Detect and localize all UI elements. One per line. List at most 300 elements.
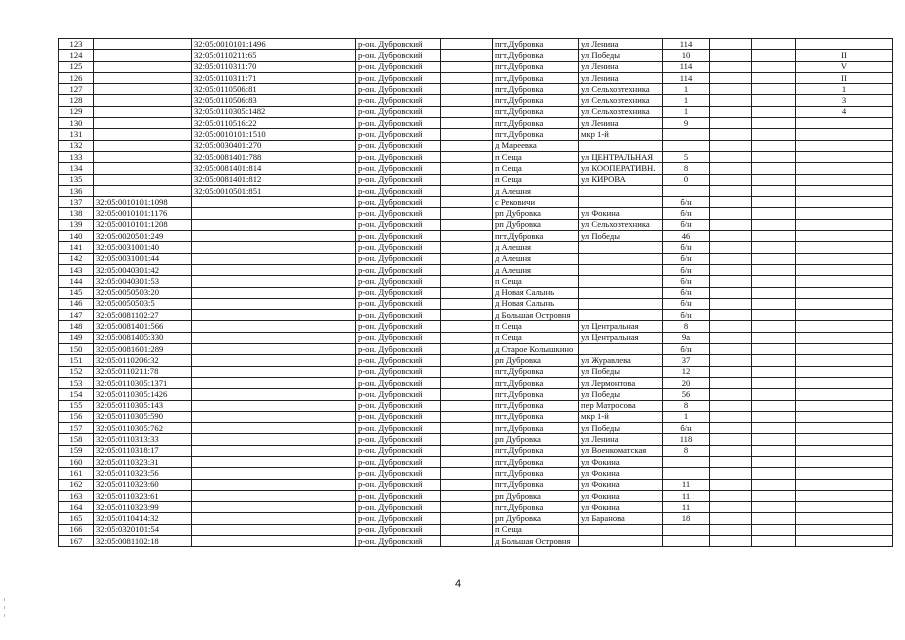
settlement-cell: пгт.Дубровка bbox=[493, 411, 579, 422]
empty-col-cell bbox=[441, 377, 493, 388]
district-cell: р-он. Дубровский bbox=[356, 197, 441, 208]
settlement-cell: д Мареевка bbox=[493, 140, 579, 151]
district-cell: р-он. Дубровский bbox=[356, 264, 441, 275]
cadastral-number-a-cell bbox=[94, 95, 192, 106]
row-number-cell: 135 bbox=[59, 174, 94, 185]
district-cell: р-он. Дубровский bbox=[356, 72, 441, 83]
cadastral-number-a-cell: 32:05:0010101:1098 bbox=[94, 197, 192, 208]
settlement-cell: рп Дубровка bbox=[493, 208, 579, 219]
cadastral-number-a-cell: 32:05:0081401:566 bbox=[94, 321, 192, 332]
street-cell: ул Победы bbox=[579, 231, 663, 242]
house-number-cell: 5 bbox=[663, 151, 710, 162]
settlement-cell: д Старое Колышкино bbox=[493, 344, 579, 355]
cadastral-number-b-cell bbox=[192, 468, 356, 479]
house-number-cell: 11 bbox=[663, 490, 710, 501]
unit-number-cell bbox=[796, 151, 893, 162]
district-cell: р-он. Дубровский bbox=[356, 434, 441, 445]
cadastral-number-a-cell: 32:05:0031001:40 bbox=[94, 242, 192, 253]
unit-number-cell: V bbox=[796, 61, 893, 72]
cadastral-number-b-cell: 32:05:0010501:851 bbox=[192, 185, 356, 196]
district-cell: р-он. Дубровский bbox=[356, 502, 441, 513]
table-row bbox=[59, 174, 893, 185]
empty-col-cell bbox=[441, 39, 493, 50]
unit-number-cell bbox=[796, 468, 893, 479]
district-cell: р-он. Дубровский bbox=[356, 456, 441, 467]
settlement-cell: пгт.Дубровка bbox=[493, 366, 579, 377]
house-number-cell: 9 bbox=[663, 118, 710, 129]
district-cell: р-он. Дубровский bbox=[356, 208, 441, 219]
empty-col-cell bbox=[441, 321, 493, 332]
settlement-cell: пгт.Дубровка bbox=[493, 389, 579, 400]
empty-col-cell bbox=[441, 411, 493, 422]
row-number-cell: 145 bbox=[59, 287, 94, 298]
cadastral-number-a-cell bbox=[94, 61, 192, 72]
cadastral-number-a-cell bbox=[94, 72, 192, 83]
row-number-cell: 132 bbox=[59, 140, 94, 151]
table-row bbox=[59, 536, 893, 547]
house-number-cell: 56 bbox=[663, 389, 710, 400]
empty-col-cell bbox=[752, 456, 796, 467]
empty-col-cell bbox=[441, 456, 493, 467]
settlement-cell: рп Дубровка bbox=[493, 355, 579, 366]
empty-col-cell bbox=[710, 219, 752, 230]
district-cell: р-он. Дубровский bbox=[356, 118, 441, 129]
table-row bbox=[59, 355, 893, 366]
house-number-cell: 118 bbox=[663, 434, 710, 445]
unit-number-cell bbox=[796, 242, 893, 253]
unit-number-cell: II bbox=[796, 72, 893, 83]
street-cell: ул Фокина bbox=[579, 479, 663, 490]
house-number-cell: б/н bbox=[663, 287, 710, 298]
cadastral-number-a-cell: 32:05:0110323:60 bbox=[94, 479, 192, 490]
cadastral-number-a-cell: 32:05:0110313:33 bbox=[94, 434, 192, 445]
settlement-cell: д Новая Салынь bbox=[493, 298, 579, 309]
unit-number-cell bbox=[796, 456, 893, 467]
district-cell: р-он. Дубровский bbox=[356, 377, 441, 388]
row-number-cell: 144 bbox=[59, 276, 94, 287]
empty-col-cell bbox=[752, 536, 796, 547]
empty-col-cell bbox=[441, 536, 493, 547]
street-cell: ул Сельхозтехника bbox=[579, 106, 663, 117]
unit-number-cell bbox=[796, 174, 893, 185]
cadastral-number-b-cell bbox=[192, 264, 356, 275]
row-number-cell: 151 bbox=[59, 355, 94, 366]
empty-col-cell bbox=[710, 197, 752, 208]
settlement-cell: д Новая Салынь bbox=[493, 287, 579, 298]
street-cell bbox=[579, 253, 663, 264]
cadastral-number-b-cell bbox=[192, 355, 356, 366]
district-cell: р-он. Дубровский bbox=[356, 400, 441, 411]
cadastral-number-a-cell: 32:05:0081405:330 bbox=[94, 332, 192, 343]
empty-col-cell bbox=[710, 72, 752, 83]
street-cell: ул ЦЕНТРАЛЬНАЯ bbox=[579, 151, 663, 162]
empty-col-cell bbox=[710, 298, 752, 309]
street-cell: ул Фокина bbox=[579, 490, 663, 501]
settlement-cell: пгт.Дубровка bbox=[493, 445, 579, 456]
row-number-cell: 155 bbox=[59, 400, 94, 411]
empty-col-cell bbox=[710, 321, 752, 332]
settlement-cell: пгт.Дубровка bbox=[493, 479, 579, 490]
table-row bbox=[59, 39, 893, 50]
street-cell: ул Победы bbox=[579, 366, 663, 377]
cadastral-number-b-cell bbox=[192, 197, 356, 208]
row-number-cell: 167 bbox=[59, 536, 94, 547]
unit-number-cell: 3 bbox=[796, 95, 893, 106]
district-cell: р-он. Дубровский bbox=[356, 524, 441, 535]
table-row bbox=[59, 513, 893, 524]
empty-col-cell bbox=[752, 197, 796, 208]
cadastral-number-a-cell bbox=[94, 151, 192, 162]
cadastral-number-b-cell: 32:05:0030401:270 bbox=[192, 140, 356, 151]
cadastral-number-a-cell bbox=[94, 185, 192, 196]
empty-col-cell bbox=[752, 276, 796, 287]
house-number-cell bbox=[663, 456, 710, 467]
house-number-cell: 46 bbox=[663, 231, 710, 242]
house-number-cell: 0 bbox=[663, 174, 710, 185]
empty-col-cell bbox=[441, 502, 493, 513]
house-number-cell: 1 bbox=[663, 106, 710, 117]
empty-col-cell bbox=[710, 434, 752, 445]
empty-col-cell bbox=[752, 490, 796, 501]
empty-col-cell bbox=[441, 72, 493, 83]
cadastral-number-a-cell: 32:05:0110318:17 bbox=[94, 445, 192, 456]
empty-col-cell bbox=[441, 185, 493, 196]
empty-col-cell bbox=[710, 61, 752, 72]
house-number-cell: 8 bbox=[663, 163, 710, 174]
row-number-cell: 166 bbox=[59, 524, 94, 535]
cadastral-number-b-cell bbox=[192, 490, 356, 501]
empty-col-cell bbox=[441, 332, 493, 343]
unit-number-cell bbox=[796, 502, 893, 513]
house-number-cell: б/н bbox=[663, 219, 710, 230]
empty-col-cell bbox=[441, 231, 493, 242]
empty-col-cell bbox=[710, 344, 752, 355]
house-number-cell: б/н bbox=[663, 276, 710, 287]
empty-col-cell bbox=[710, 276, 752, 287]
settlement-cell: пгт.Дубровка bbox=[493, 95, 579, 106]
empty-col-cell bbox=[441, 151, 493, 162]
empty-col-cell bbox=[752, 208, 796, 219]
row-number-cell: 146 bbox=[59, 298, 94, 309]
house-number-cell: 10 bbox=[663, 50, 710, 61]
row-number-cell: 127 bbox=[59, 84, 94, 95]
street-cell: ул Центральная bbox=[579, 321, 663, 332]
unit-number-cell bbox=[796, 287, 893, 298]
house-number-cell bbox=[663, 524, 710, 535]
cadastral-number-b-cell bbox=[192, 298, 356, 309]
empty-col-cell bbox=[441, 129, 493, 140]
empty-col-cell bbox=[441, 287, 493, 298]
empty-col-cell bbox=[441, 118, 493, 129]
row-number-cell: 130 bbox=[59, 118, 94, 129]
cadastral-number-b-cell bbox=[192, 445, 356, 456]
unit-number-cell bbox=[796, 344, 893, 355]
empty-col-cell bbox=[710, 524, 752, 535]
cadastral-number-a-cell: 32:05:0110305:1371 bbox=[94, 377, 192, 388]
property-table bbox=[58, 38, 893, 547]
table-row bbox=[59, 332, 893, 343]
settlement-cell: пгт.Дубровка bbox=[493, 118, 579, 129]
settlement-cell: п Сеща bbox=[493, 174, 579, 185]
settlement-cell: д Алешня bbox=[493, 185, 579, 196]
street-cell: ул Победы bbox=[579, 50, 663, 61]
table-row bbox=[59, 276, 893, 287]
unit-number-cell bbox=[796, 366, 893, 377]
empty-col-cell bbox=[710, 423, 752, 434]
empty-col-cell bbox=[441, 242, 493, 253]
empty-col-cell bbox=[710, 377, 752, 388]
cadastral-number-b-cell bbox=[192, 434, 356, 445]
street-cell bbox=[579, 536, 663, 547]
row-number-cell: 152 bbox=[59, 366, 94, 377]
empty-col-cell bbox=[710, 118, 752, 129]
cadastral-number-a-cell bbox=[94, 84, 192, 95]
cadastral-number-b-cell bbox=[192, 377, 356, 388]
house-number-cell bbox=[663, 536, 710, 547]
empty-col-cell bbox=[752, 298, 796, 309]
empty-col-cell bbox=[752, 389, 796, 400]
empty-col-cell bbox=[752, 400, 796, 411]
settlement-cell: пгт.Дубровка bbox=[493, 456, 579, 467]
empty-col-cell bbox=[752, 445, 796, 456]
settlement-cell: п Сеща bbox=[493, 163, 579, 174]
empty-col-cell bbox=[710, 39, 752, 50]
empty-col-cell bbox=[441, 50, 493, 61]
district-cell: р-он. Дубровский bbox=[356, 253, 441, 264]
street-cell: ул Фокина bbox=[579, 208, 663, 219]
district-cell: р-он. Дубровский bbox=[356, 536, 441, 547]
district-cell: р-он. Дубровский bbox=[356, 163, 441, 174]
table-row bbox=[59, 118, 893, 129]
scan-edge-mark bbox=[4, 598, 5, 601]
house-number-cell: б/н bbox=[663, 298, 710, 309]
table-row bbox=[59, 253, 893, 264]
empty-col-cell bbox=[441, 95, 493, 106]
empty-col-cell bbox=[710, 106, 752, 117]
unit-number-cell bbox=[796, 536, 893, 547]
empty-col-cell bbox=[752, 332, 796, 343]
unit-number-cell bbox=[796, 140, 893, 151]
empty-col-cell bbox=[710, 490, 752, 501]
unit-number-cell bbox=[796, 377, 893, 388]
settlement-cell: с Рековичи bbox=[493, 197, 579, 208]
cadastral-number-a-cell: 32:05:0110323:56 bbox=[94, 468, 192, 479]
empty-col-cell bbox=[752, 140, 796, 151]
settlement-cell: п Сеща bbox=[493, 524, 579, 535]
empty-col-cell bbox=[710, 513, 752, 524]
empty-col-cell bbox=[710, 264, 752, 275]
row-number-cell: 134 bbox=[59, 163, 94, 174]
cadastral-number-b-cell bbox=[192, 502, 356, 513]
empty-col-cell bbox=[752, 118, 796, 129]
district-cell: р-он. Дубровский bbox=[356, 423, 441, 434]
unit-number-cell bbox=[796, 39, 893, 50]
empty-col-cell bbox=[441, 468, 493, 479]
cadastral-number-a-cell bbox=[94, 140, 192, 151]
settlement-cell: пгт.Дубровка bbox=[493, 61, 579, 72]
empty-col-cell bbox=[441, 61, 493, 72]
cadastral-number-b-cell bbox=[192, 344, 356, 355]
row-number-cell: 141 bbox=[59, 242, 94, 253]
row-number-cell: 164 bbox=[59, 502, 94, 513]
unit-number-cell bbox=[796, 321, 893, 332]
empty-col-cell bbox=[441, 389, 493, 400]
cadastral-number-b-cell: 32:05:0110305:1482 bbox=[192, 106, 356, 117]
empty-col-cell bbox=[710, 536, 752, 547]
row-number-cell: 143 bbox=[59, 264, 94, 275]
empty-col-cell bbox=[710, 332, 752, 343]
house-number-cell: 8 bbox=[663, 321, 710, 332]
street-cell bbox=[579, 276, 663, 287]
empty-col-cell bbox=[752, 231, 796, 242]
unit-number-cell bbox=[796, 264, 893, 275]
house-number-cell: б/н bbox=[663, 197, 710, 208]
unit-number-cell bbox=[796, 310, 893, 321]
unit-number-cell bbox=[796, 219, 893, 230]
table-row bbox=[59, 434, 893, 445]
row-number-cell: 147 bbox=[59, 310, 94, 321]
settlement-cell: рп Дубровка bbox=[493, 513, 579, 524]
unit-number-cell bbox=[796, 231, 893, 242]
settlement-cell: п Сеща bbox=[493, 276, 579, 287]
empty-col-cell bbox=[752, 219, 796, 230]
empty-col-cell bbox=[710, 366, 752, 377]
cadastral-number-a-cell bbox=[94, 106, 192, 117]
district-cell: р-он. Дубровский bbox=[356, 490, 441, 501]
unit-number-cell: 1 bbox=[796, 84, 893, 95]
unit-number-cell bbox=[796, 163, 893, 174]
cadastral-number-a-cell: 32:05:0081601:289 bbox=[94, 344, 192, 355]
house-number-cell: б/н bbox=[663, 253, 710, 264]
row-number-cell: 149 bbox=[59, 332, 94, 343]
empty-col-cell bbox=[441, 219, 493, 230]
cadastral-number-a-cell: 32:05:0081102:18 bbox=[94, 536, 192, 547]
empty-col-cell bbox=[441, 513, 493, 524]
district-cell: р-он. Дубровский bbox=[356, 219, 441, 230]
unit-number-cell bbox=[796, 129, 893, 140]
district-cell: р-он. Дубровский bbox=[356, 231, 441, 242]
district-cell: р-он. Дубровский bbox=[356, 151, 441, 162]
unit-number-cell bbox=[796, 445, 893, 456]
settlement-cell: рп Дубровка bbox=[493, 434, 579, 445]
settlement-cell: д Большая Островня bbox=[493, 310, 579, 321]
empty-col-cell bbox=[752, 95, 796, 106]
row-number-cell: 154 bbox=[59, 389, 94, 400]
district-cell: р-он. Дубровский bbox=[356, 84, 441, 95]
cadastral-number-a-cell: 32:05:0050503:20 bbox=[94, 287, 192, 298]
street-cell: ул КИРОВА bbox=[579, 174, 663, 185]
cadastral-number-b-cell: 32:05:0010101:1496 bbox=[192, 39, 356, 50]
table-row bbox=[59, 151, 893, 162]
row-number-cell: 153 bbox=[59, 377, 94, 388]
settlement-cell: д Алешня bbox=[493, 242, 579, 253]
district-cell: р-он. Дубровский bbox=[356, 310, 441, 321]
house-number-cell: 20 bbox=[663, 377, 710, 388]
empty-col-cell bbox=[752, 366, 796, 377]
empty-col-cell bbox=[710, 231, 752, 242]
district-cell: р-он. Дубровский bbox=[356, 140, 441, 151]
house-number-cell bbox=[663, 140, 710, 151]
empty-col-cell bbox=[710, 479, 752, 490]
house-number-cell: б/н bbox=[663, 423, 710, 434]
unit-number-cell bbox=[796, 208, 893, 219]
district-cell: р-он. Дубровский bbox=[356, 468, 441, 479]
cadastral-number-a-cell: 32:05:0010101:1176 bbox=[94, 208, 192, 219]
cadastral-number-b-cell: 32:05:0010101:1510 bbox=[192, 129, 356, 140]
cadastral-number-b-cell bbox=[192, 524, 356, 535]
street-cell bbox=[579, 242, 663, 253]
unit-number-cell bbox=[796, 423, 893, 434]
empty-col-cell bbox=[752, 242, 796, 253]
empty-col-cell bbox=[752, 524, 796, 535]
empty-col-cell bbox=[752, 106, 796, 117]
street-cell bbox=[579, 197, 663, 208]
house-number-cell: 12 bbox=[663, 366, 710, 377]
empty-col-cell bbox=[441, 366, 493, 377]
house-number-cell bbox=[663, 468, 710, 479]
district-cell: р-он. Дубровский bbox=[356, 185, 441, 196]
cadastral-number-a-cell: 32:05:0110323:61 bbox=[94, 490, 192, 501]
district-cell: р-он. Дубровский bbox=[356, 106, 441, 117]
unit-number-cell bbox=[796, 276, 893, 287]
settlement-cell: пгт.Дубровка bbox=[493, 84, 579, 95]
table-row bbox=[59, 129, 893, 140]
row-number-cell: 123 bbox=[59, 39, 94, 50]
empty-col-cell bbox=[710, 84, 752, 95]
house-number-cell: б/н bbox=[663, 242, 710, 253]
table-row bbox=[59, 264, 893, 275]
table-row bbox=[59, 389, 893, 400]
district-cell: р-он. Дубровский bbox=[356, 95, 441, 106]
empty-col-cell bbox=[752, 174, 796, 185]
house-number-cell: б/н bbox=[663, 310, 710, 321]
cadastral-number-a-cell: 32:05:0031001:44 bbox=[94, 253, 192, 264]
unit-number-cell bbox=[796, 197, 893, 208]
empty-col-cell bbox=[710, 129, 752, 140]
table-row bbox=[59, 411, 893, 422]
empty-col-cell bbox=[441, 445, 493, 456]
district-cell: р-он. Дубровский bbox=[356, 389, 441, 400]
empty-col-cell bbox=[752, 287, 796, 298]
empty-col-cell bbox=[752, 321, 796, 332]
street-cell: пер Матросова bbox=[579, 400, 663, 411]
settlement-cell: п Сеща bbox=[493, 332, 579, 343]
table-row bbox=[59, 423, 893, 434]
settlement-cell: пгт.Дубровка bbox=[493, 502, 579, 513]
empty-col-cell bbox=[752, 39, 796, 50]
row-number-cell: 163 bbox=[59, 490, 94, 501]
settlement-cell: пгт.Дубровка bbox=[493, 423, 579, 434]
cadastral-number-b-cell bbox=[192, 389, 356, 400]
settlement-cell: пгт.Дубровка bbox=[493, 106, 579, 117]
empty-col-cell bbox=[710, 468, 752, 479]
cadastral-number-b-cell bbox=[192, 231, 356, 242]
empty-col-cell bbox=[752, 479, 796, 490]
street-cell: ул Победы bbox=[579, 389, 663, 400]
street-cell: ул Ленина bbox=[579, 61, 663, 72]
empty-col-cell bbox=[441, 197, 493, 208]
house-number-cell: 9а bbox=[663, 332, 710, 343]
table-row bbox=[59, 185, 893, 196]
table-row bbox=[59, 479, 893, 490]
street-cell bbox=[579, 524, 663, 535]
district-cell: р-он. Дубровский bbox=[356, 129, 441, 140]
row-number-cell: 124 bbox=[59, 50, 94, 61]
empty-col-cell bbox=[752, 310, 796, 321]
table-row bbox=[59, 208, 893, 219]
settlement-cell: пгт.Дубровка bbox=[493, 231, 579, 242]
unit-number-cell bbox=[796, 411, 893, 422]
